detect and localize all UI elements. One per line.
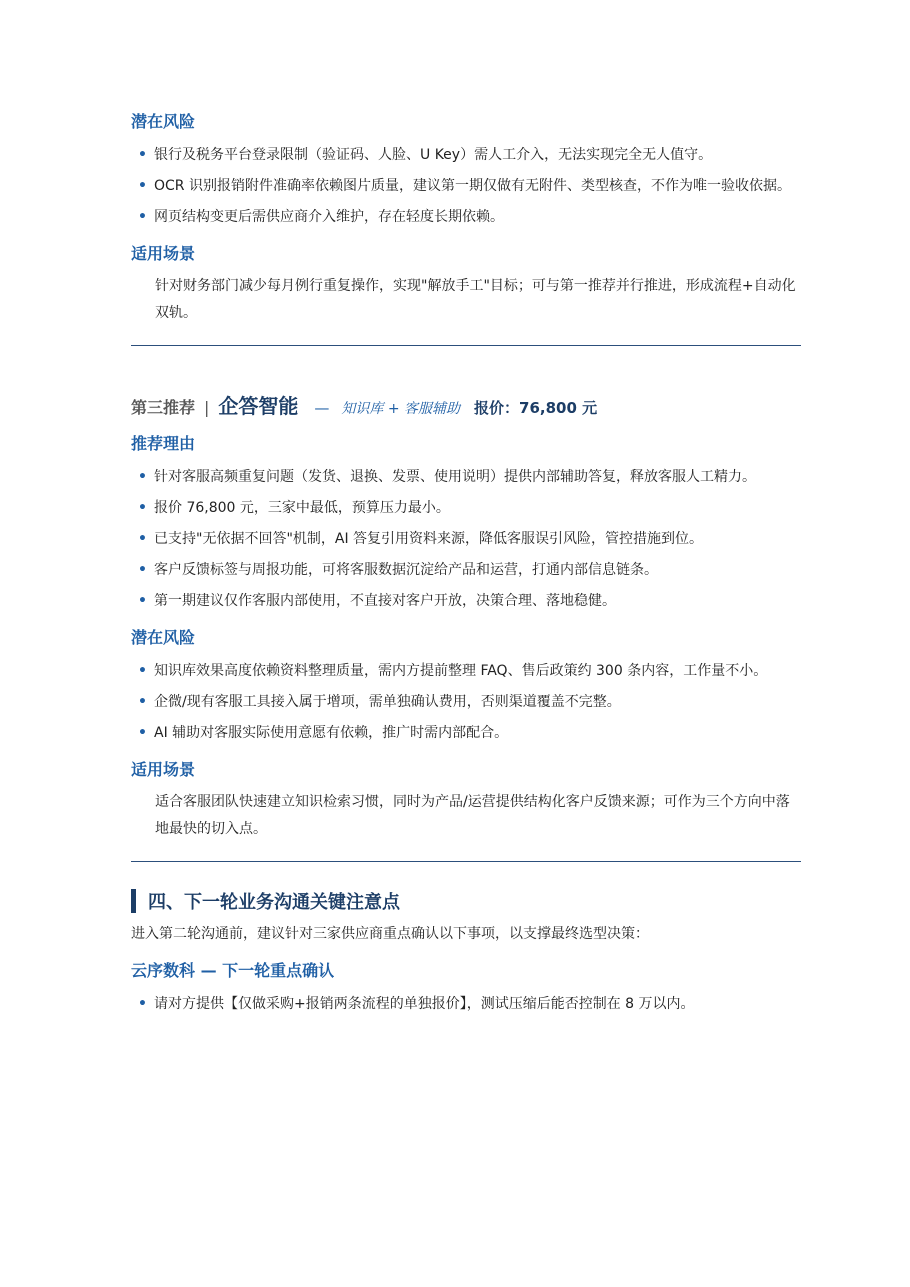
risk-list-a (131, 142, 801, 231)
bullet-icon: • (138, 593, 147, 609)
list-item: • 针对客服高频重复问题（发货、退换、发票、使用说明）提供内部辅助答复，释放客服人工精力。 (139, 464, 801, 491)
bullet-icon: • (138, 694, 147, 710)
list-item: • 第一期建议仅作客服内部使用，不直接对客户开放，决策合理、落地稳健。 (139, 588, 801, 615)
risk-heading-b: 潜在风险 (131, 628, 196, 647)
bullet-icon: • (138, 178, 147, 194)
section-bar (131, 889, 136, 913)
list-item: • 报价 76,800 元，三家中最低，预算压力最小。 (139, 495, 801, 522)
bullet-icon: • (138, 500, 147, 516)
section-title (131, 888, 801, 914)
document-page (131, 110, 801, 1018)
title-dash: — (314, 399, 330, 417)
section-heading-text: 四、下一轮业务沟通关键注意点 (148, 892, 400, 913)
bullet-icon: • (138, 531, 147, 547)
vendor-price: 报价：76,800 元 (474, 399, 598, 417)
reason-heading: 推荐理由 (131, 434, 196, 453)
bullet-icon: • (138, 725, 147, 741)
vendor-subtitle: 知识库 + 客服辅助 (341, 401, 461, 417)
list-item: • 企微/现有客服工具接入属于增项，需单独确认费用，否则渠道覆盖不完整。 (139, 689, 801, 716)
list-item: • 客户反馈标签与周报功能，可将客服数据沉淀给产品和运营，打通内部信息链条。 (139, 557, 801, 584)
scene-heading-b: 适用场景 (131, 760, 196, 779)
vendor-confirm-heading: 云序数科 — 下一轮重点确认 (131, 961, 335, 980)
list-item: • 已支持"无依据不回答"机制，AI 答复引用资料来源，降低客服误引风险，管控措施到位。 (139, 526, 801, 553)
scene-text-b: 适合客服团队快速建立知识检索习惯，同时为产品/运营提供结构化客户反馈来源；可作为三个方向中落地最快的切入点。 (155, 794, 790, 837)
confirm-list (131, 991, 801, 1018)
risk-heading-a: 潜在风险 (131, 112, 196, 131)
vendor-name: 企答智能 (218, 394, 299, 418)
divider (131, 861, 801, 862)
scene-heading-a: 适用场景 (131, 244, 196, 263)
bullet-icon: • (138, 147, 147, 163)
reason-list (131, 464, 801, 615)
bullet-icon: • (138, 469, 147, 485)
recommendation-title (131, 390, 801, 419)
divider (131, 345, 801, 346)
bullet-icon: • (138, 209, 147, 225)
list-item: • 知识库效果高度依赖资料整理质量，需内方提前整理 FAQ、售后政策约 300 条内容，工作量不小。 (139, 658, 801, 685)
bullet-icon: • (138, 663, 147, 679)
title-separator: | (204, 398, 210, 417)
list-item: • 请对方提供【仅做采购+报销两条流程的单独报价】，测试压缩后能否控制在 8 万以内。 (139, 991, 801, 1018)
list-item: • 银行及税务平台登录限制（验证码、人脸、U Key）需人工介入，无法实现完全无人值守。 (139, 142, 801, 169)
recommendation-rank: 第三推荐 (131, 398, 196, 417)
risk-list-b (131, 658, 801, 747)
list-item: • AI 辅助对客服实际使用意愿有依赖，推广时需内部配合。 (139, 720, 801, 747)
list-item: • OCR 识别报销附件准确率依赖图片质量，建议第一期仅做有无附件、类型核查，不作为唯一验收依据。 (139, 173, 801, 200)
scene-text-a: 针对财务部门减少每月例行重复操作，实现"解放手工"目标；可与第一推荐并行推进，形成流程+自动化双轨。 (155, 278, 796, 321)
bullet-icon: • (138, 996, 147, 1012)
bullet-icon: • (138, 562, 147, 578)
section-intro: 进入第二轮沟通前，建议针对三家供应商重点确认以下事项，以支撑最终选型决策： (131, 926, 649, 942)
list-item: • 网页结构变更后需供应商介入维护，存在轻度长期依赖。 (139, 204, 801, 231)
